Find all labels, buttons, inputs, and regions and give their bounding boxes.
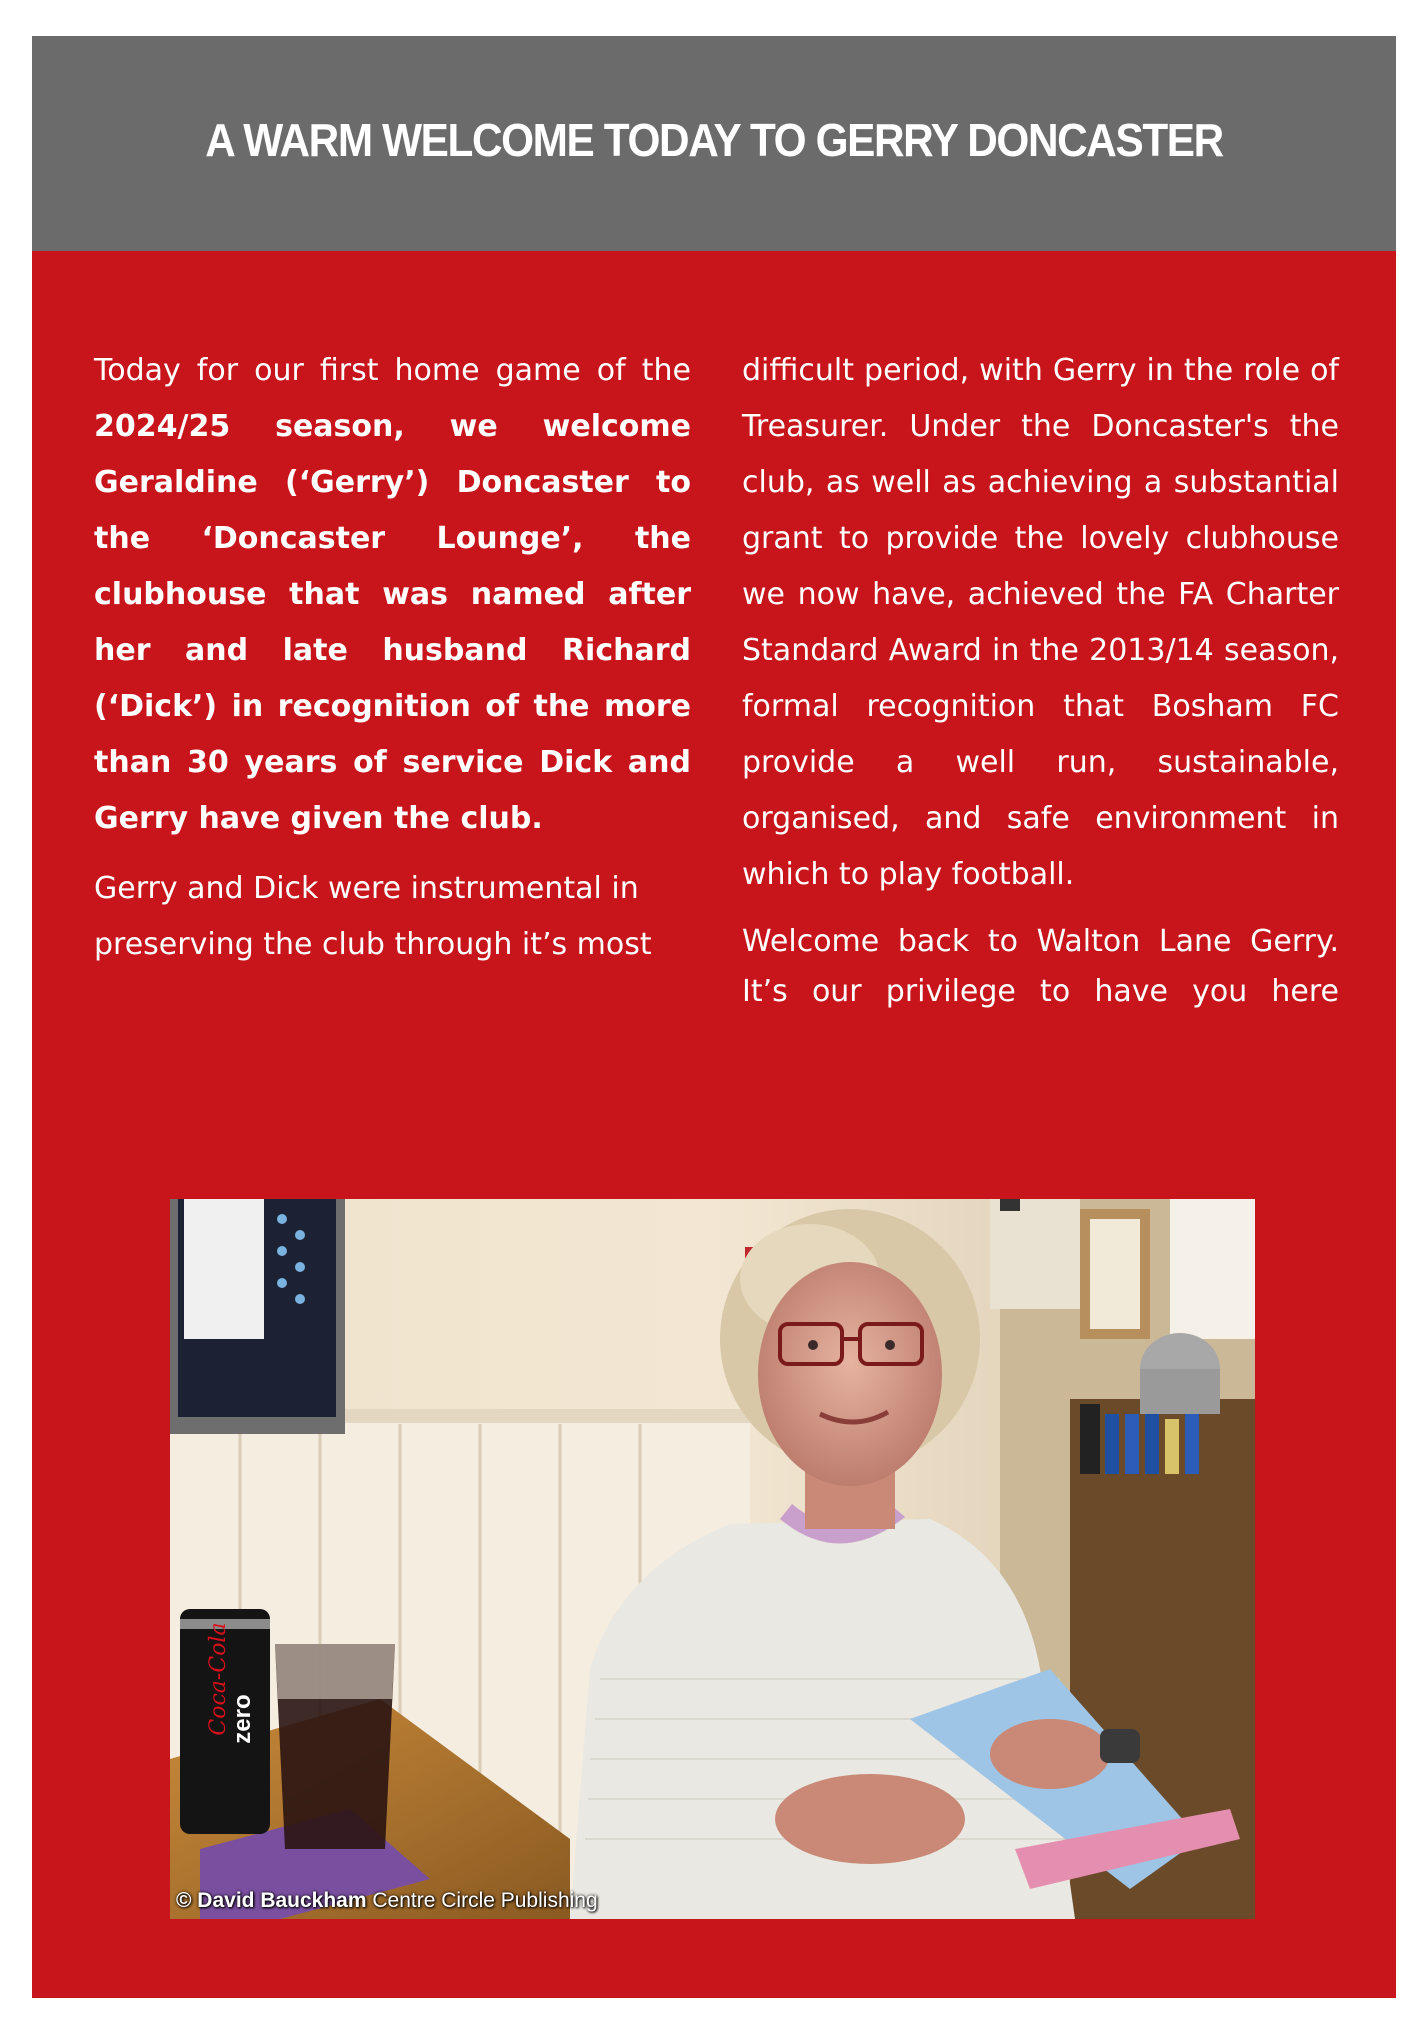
intro-text: Today for our first home game of the [94,353,691,388]
intro-paragraph [94,343,691,847]
photo-illustration [170,1199,1255,1919]
photo-credit-name: © David Bauckham [176,1889,367,1912]
photo-credit-publisher: Centre Circle Publishing [366,1889,598,1912]
photo-credit [176,1889,598,1913]
article-panel [32,251,1396,1998]
article-column-left [94,343,691,987]
portrait-photo [170,1199,1255,1919]
header-band [32,36,1396,251]
paragraph-3: difficult period, with Gerry in the role of Treasurer. Under the Doncaster's the club, as well as achieving a substantial grant to provide the lovely clubhouse we now have, achieved the FA Charter Standard Award in the 2013/14 season, formal recognition that Bosham FC provide a well run, sustainable, organised, and safe environment in which to play football. [742,353,1339,892]
can-variant-label: zero [229,1694,256,1744]
page-title: A WARM WELCOME TODAY TO GERRY DONCASTER [205,113,1223,166]
intro-bold-text: 2024/25 season, we welcome Geraldine (‘Gerry’) Doncaster to the ‘Doncaster Lounge’, the clubhouse that was named after her and late husband Richard (‘Dick’) in recognition of the more than 30 years of service Dick and Gerry have given the club. [94,409,691,836]
can-brand-label: Coca-Cola [206,1622,231,1736]
paragraph-2: Gerry and Dick were instrumental in preserving the club through it’s most [94,871,652,962]
paragraph-4: Welcome back to Walton Lane Gerry. It’s our privilege to have you here [742,924,1339,1009]
article-column-right [742,343,1339,1031]
